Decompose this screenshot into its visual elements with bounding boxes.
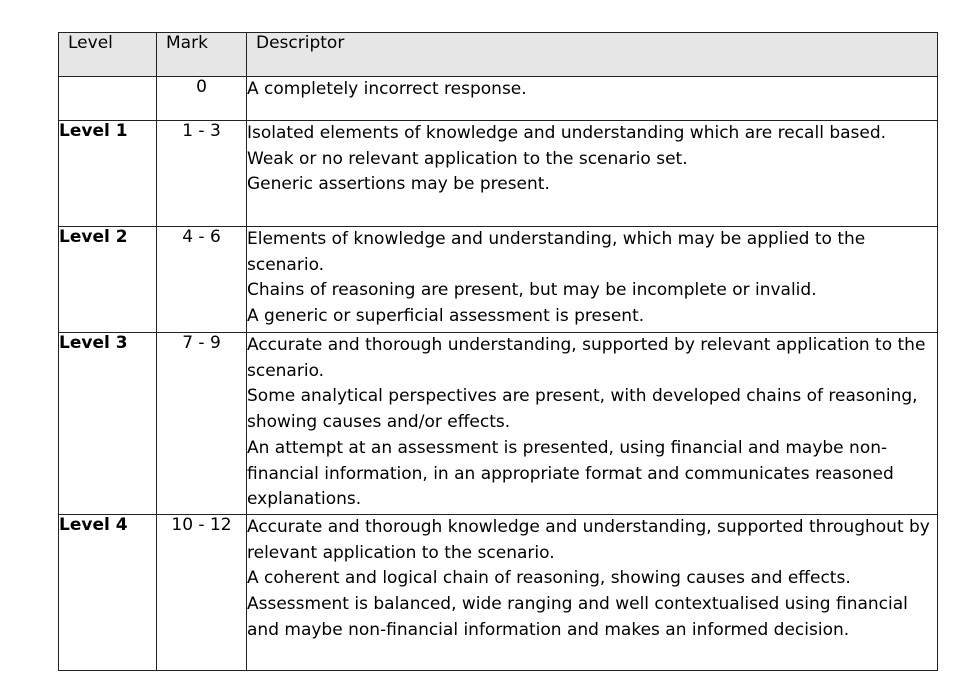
header-mark: Mark xyxy=(157,33,247,77)
table-row xyxy=(59,333,938,515)
descriptor-cell xyxy=(247,227,938,333)
level-cell: Level 1 xyxy=(59,121,157,227)
descriptor-line: Assessment is balanced, wide ranging and well contextualised using financial and maybe non-financial information and makes an informed decision. xyxy=(247,594,908,640)
descriptor-line: Weak or no relevant application to the scenario set. xyxy=(247,148,688,169)
descriptor-cell xyxy=(247,77,938,121)
levels-of-response-table xyxy=(58,32,938,671)
header-descriptor: Descriptor xyxy=(247,33,938,77)
descriptor-line: Accurate and thorough understanding, supported by relevant application to the scenario. xyxy=(247,335,926,381)
descriptor-line: Chains of reasoning are present, but may be incomplete or invalid. xyxy=(247,280,817,301)
descriptor-line: An attempt at an assessment is presented, using financial and maybe non-financial information, in an appropriate format and communicates reasoned explanations. xyxy=(247,437,894,510)
descriptor-line: Accurate and thorough knowledge and understanding, supported throughout by relevant application to the scenario. xyxy=(247,517,930,563)
descriptor-line: A completely incorrect response. xyxy=(247,79,527,99)
descriptor-line: Isolated elements of knowledge and understanding which are recall based. xyxy=(247,123,887,143)
level-cell: Level 3 xyxy=(59,333,157,515)
descriptor-cell xyxy=(247,515,938,671)
table-row xyxy=(59,227,938,333)
table-row xyxy=(59,121,938,227)
mark-cell: 10 - 12 xyxy=(157,515,247,671)
mark-cell: 4 - 6 xyxy=(157,227,247,333)
header-level: Level xyxy=(59,33,157,77)
level-cell xyxy=(59,77,157,121)
mark-cell: 0 xyxy=(157,77,247,121)
table-row xyxy=(59,77,938,121)
descriptor-line: A coherent and logical chain of reasoning, showing causes and effects. xyxy=(247,568,851,589)
table-row xyxy=(59,515,938,671)
mark-cell: 7 - 9 xyxy=(157,333,247,515)
descriptor-line: A generic or superficial assessment is present. xyxy=(247,306,645,327)
table-header-row xyxy=(59,33,938,77)
descriptor-line: Generic assertions may be present. xyxy=(247,174,550,195)
descriptor-line: Some analytical perspectives are present, with developed chains of reasoning, showing causes and/or effects. xyxy=(247,386,918,433)
level-cell: Level 4 xyxy=(59,515,157,671)
descriptor-line: Elements of knowledge and understanding, which may be applied to the scenario. xyxy=(247,229,866,275)
level-cell: Level 2 xyxy=(59,227,157,333)
descriptor-cell xyxy=(247,121,938,227)
mark-cell: 1 - 3 xyxy=(157,121,247,227)
descriptor-cell xyxy=(247,333,938,515)
